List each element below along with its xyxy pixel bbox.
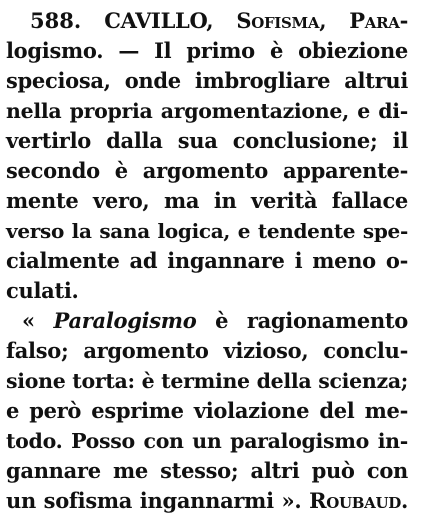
text-line: secondo è argomento apparente- [6,158,408,183]
text-line: todo. Posso con un paralogismo in- [6,429,408,453]
text-line: nella propria argomentazione, e di- [6,99,408,123]
italic-term: Paralogismo [53,308,197,333]
entry-synonym-sofisma: Sofisma, [236,8,327,33]
text-line: culati. [6,278,79,303]
quote-line-rest: è ragionamento [215,308,409,333]
text-line: e però esprime violazione del me- [6,398,408,423]
quote-first-line [22,306,408,336]
text-line: falso; argomento vizioso, conclu- [6,338,408,363]
close-quote: ». [281,488,302,513]
text-line: verso la sana logica, e tendente spe- [6,219,408,243]
text-line: vertirlo dalla sua conclusione; il [6,128,408,153]
text-line: logismo. — Il primo è obiezione [6,38,408,63]
text-line: sione torta: è termine della scienza; [6,369,409,393]
text-line: mente vero, ma in verità fallace [6,188,408,213]
quote-last-line [6,486,408,516]
quote-last-text: un sofisma ingannarmi [6,488,274,513]
entry-number: 588. [30,8,82,33]
entry-synonym-paralogismo-start: Para- [349,8,408,33]
text-line: cialmente ad ingannare i meno o- [6,248,408,273]
text-line: speciosa, onde imbrogliare altrui [6,68,408,93]
author-attribution: Roubaud. [309,488,409,513]
text-line: gannare me stesso; altri può con [6,458,408,483]
entry-headword: CAVILLO, [104,8,214,33]
open-quote: « [22,308,35,333]
entry-heading-line [30,6,408,36]
